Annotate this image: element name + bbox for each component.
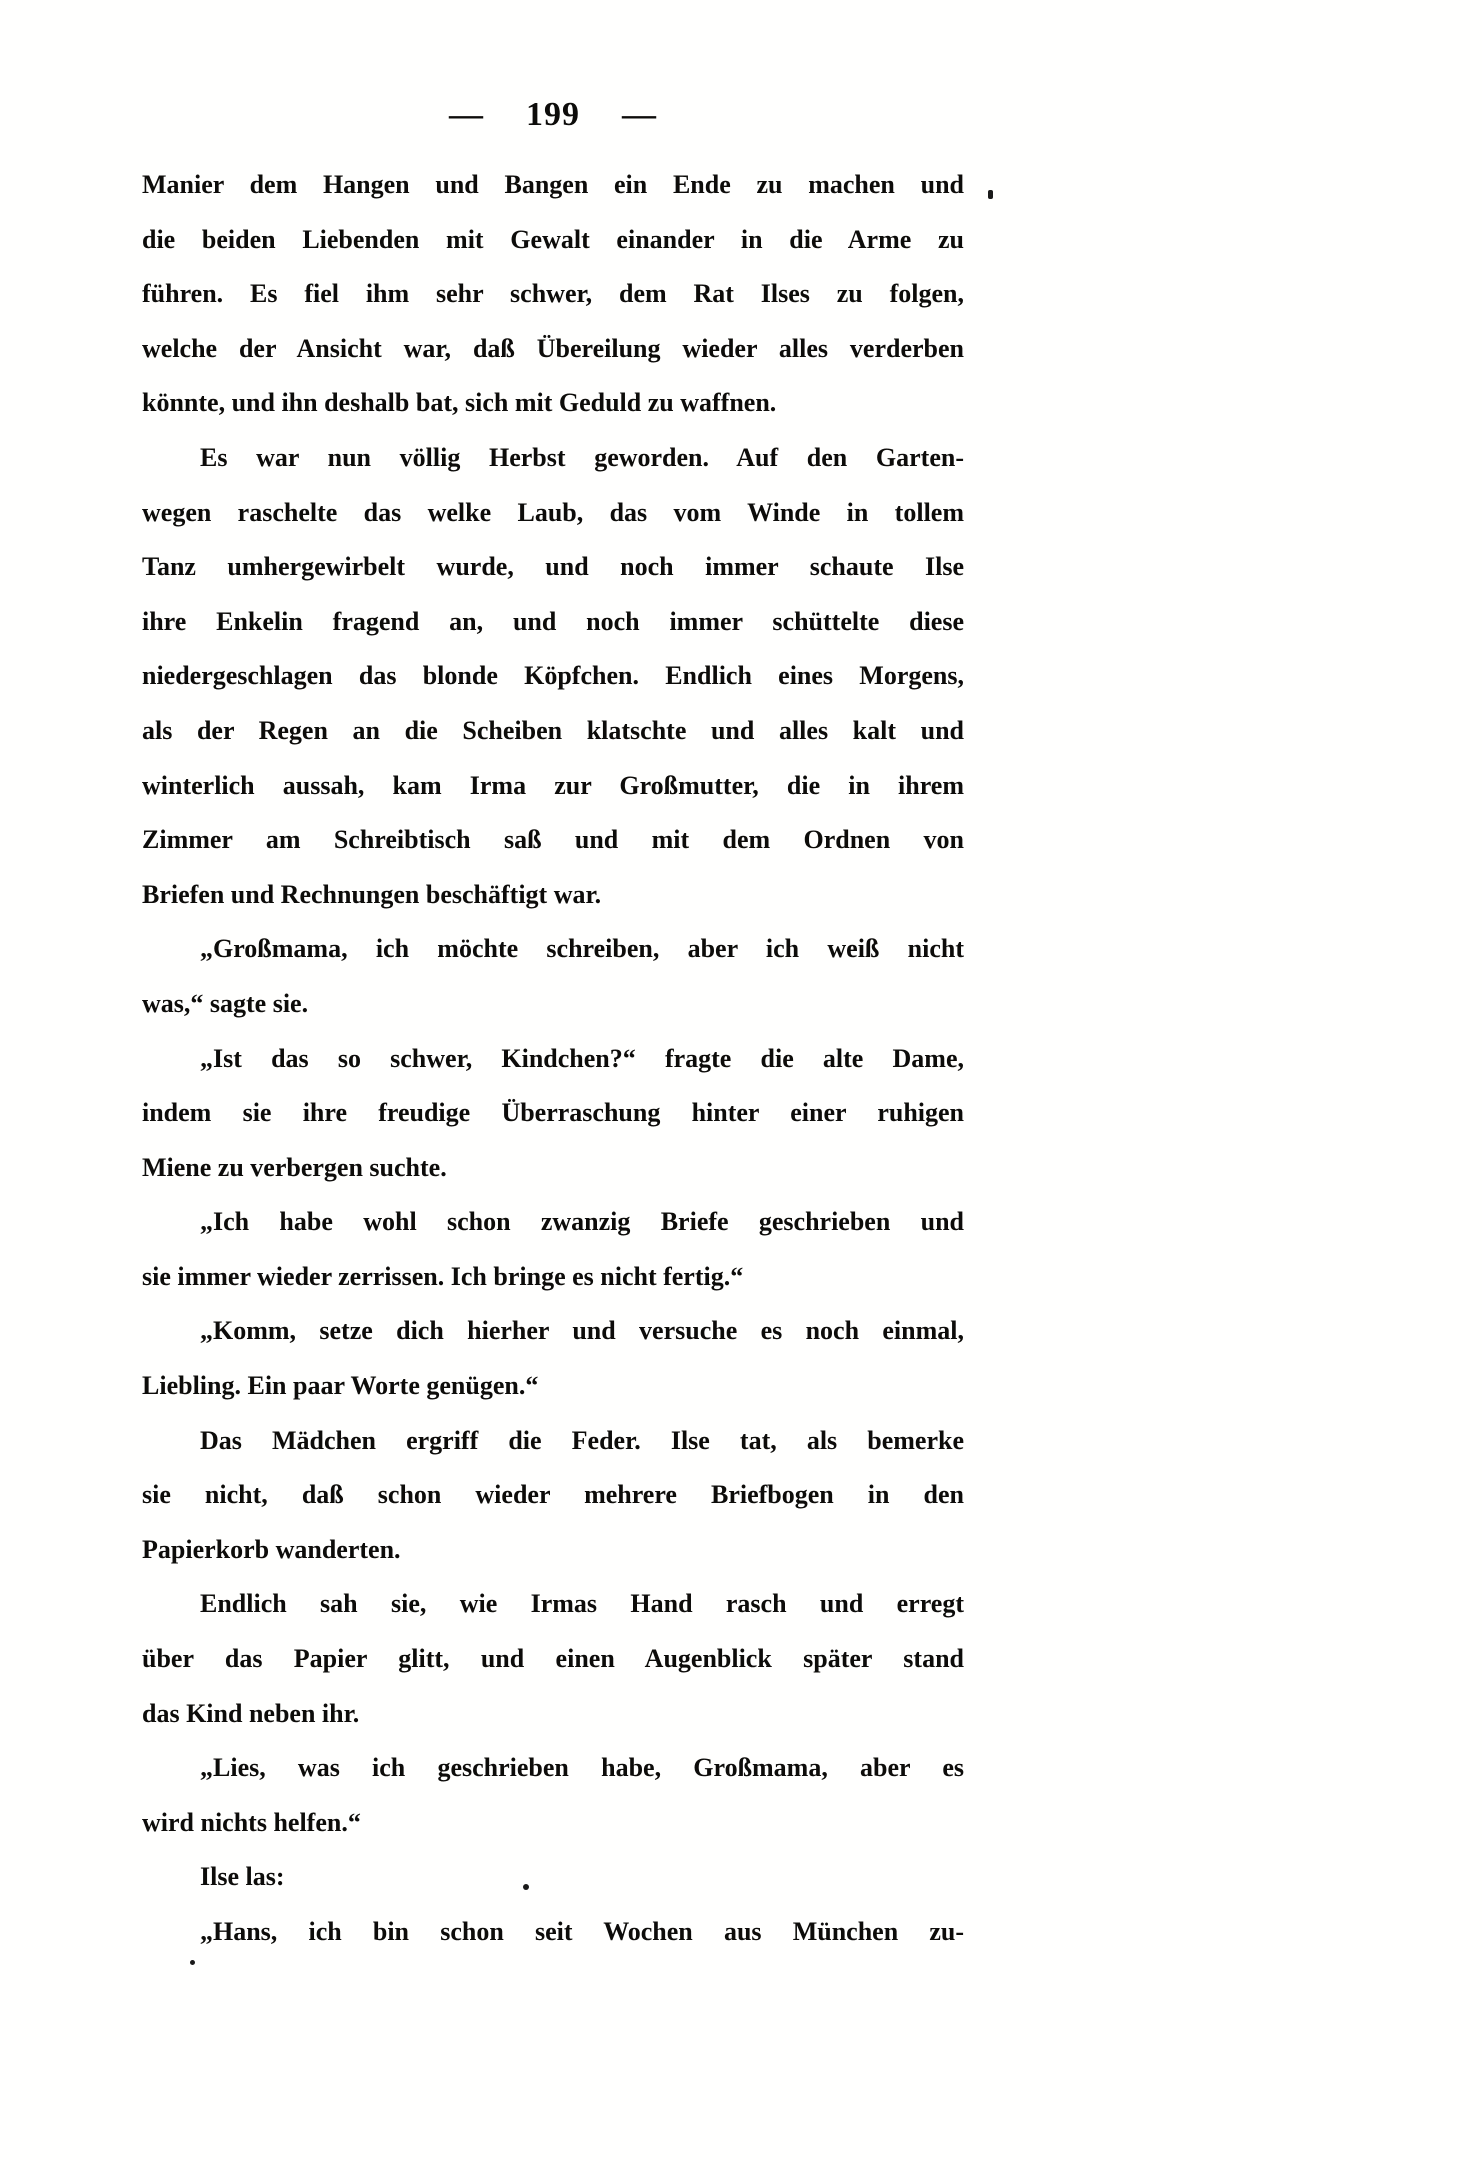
text-line: was,“ sagte sie. bbox=[142, 988, 309, 1018]
text-line: ihre Enkelin fragend an, und noch immer schüttelte diese bbox=[142, 606, 964, 636]
page-body bbox=[142, 158, 964, 1960]
text-line: Endlich sah sie, wie Irmas Hand rasch und erregt bbox=[200, 1589, 964, 1619]
text-line: indem sie ihre freudige Überraschung hinter einer ruhigen bbox=[142, 1098, 964, 1128]
text-line: die beiden Liebenden mit Gewalt einander in die Arme zu bbox=[142, 224, 964, 254]
text-line: „Großmama, ich möchte schreiben, aber ich weiß nicht bbox=[200, 934, 964, 964]
text-line: Es war nun völlig Herbst geworden. Auf den Garten- bbox=[200, 442, 964, 472]
text-line: das Kind neben ihr. bbox=[142, 1698, 360, 1728]
text-line: Tanz umhergewirbelt wurde, und noch immer schaute Ilse bbox=[142, 552, 964, 582]
text-line: Liebling. Ein paar Worte genügen.“ bbox=[142, 1371, 539, 1401]
text-line: sie immer wieder zerrissen. Ich bringe es nicht fertig.“ bbox=[142, 1261, 744, 1291]
text-line: führen. Es fiel ihm sehr schwer, dem Rat Ilses zu folgen, bbox=[142, 279, 964, 309]
text-line: welche der Ansicht war, daß Übereilung wieder alles verderben bbox=[142, 333, 964, 363]
scan-speck bbox=[523, 1884, 529, 1890]
header-dash-right: — bbox=[622, 96, 657, 133]
page-header bbox=[142, 96, 964, 134]
text-line: Ilse las: bbox=[200, 1862, 285, 1892]
text-line: „Ist das so schwer, Kindchen?“ fragte die alte Dame, bbox=[200, 1043, 964, 1073]
text-line: Briefen und Rechnungen beschäftigt war. bbox=[142, 879, 602, 909]
text-line: wird nichts helfen.“ bbox=[142, 1807, 361, 1837]
text-line: Miene zu verbergen suchte. bbox=[142, 1152, 447, 1182]
text-line: „Komm, setze dich hierher und versuche es noch einmal, bbox=[200, 1316, 964, 1346]
text-line: winterlich aussah, kam Irma zur Großmutter, die in ihrem bbox=[142, 770, 964, 800]
header-dash-left: — bbox=[449, 96, 484, 133]
text-line: „Ich habe wohl schon zwanzig Briefe geschrieben und bbox=[200, 1207, 964, 1237]
scan-speck bbox=[988, 190, 993, 199]
text-line: wegen raschelte das welke Laub, das vom Winde in tollem bbox=[142, 497, 964, 527]
text-line: als der Regen an die Scheiben klatschte und alles kalt und bbox=[142, 715, 964, 745]
text-line: „Hans, ich bin schon seit Wochen aus München zu- bbox=[200, 1917, 964, 1946]
text-line: über das Papier glitt, und einen Augenblick später stand bbox=[142, 1644, 964, 1674]
text-line: Das Mädchen ergriff die Feder. Ilse tat, als bemerke bbox=[200, 1425, 964, 1455]
text-line: Papierkorb wanderten. bbox=[142, 1534, 401, 1564]
text-line: Zimmer am Schreibtisch saß und mit dem Ordnen von bbox=[142, 825, 964, 855]
text-line: niedergeschlagen das blonde Köpfchen. Endlich eines Morgens, bbox=[142, 661, 964, 691]
scan-speck bbox=[190, 1960, 195, 1965]
text-line: „Lies, was ich geschrieben habe, Großmama, aber es bbox=[200, 1753, 964, 1783]
text-line: sie nicht, daß schon wieder mehrere Briefbogen in den bbox=[142, 1480, 964, 1510]
text-line: könnte, und ihn deshalb bat, sich mit Geduld zu waffnen. bbox=[142, 388, 777, 418]
page-number: 199 bbox=[526, 96, 580, 133]
text-line: Manier dem Hangen und Bangen ein Ende zu machen und bbox=[142, 170, 964, 199]
